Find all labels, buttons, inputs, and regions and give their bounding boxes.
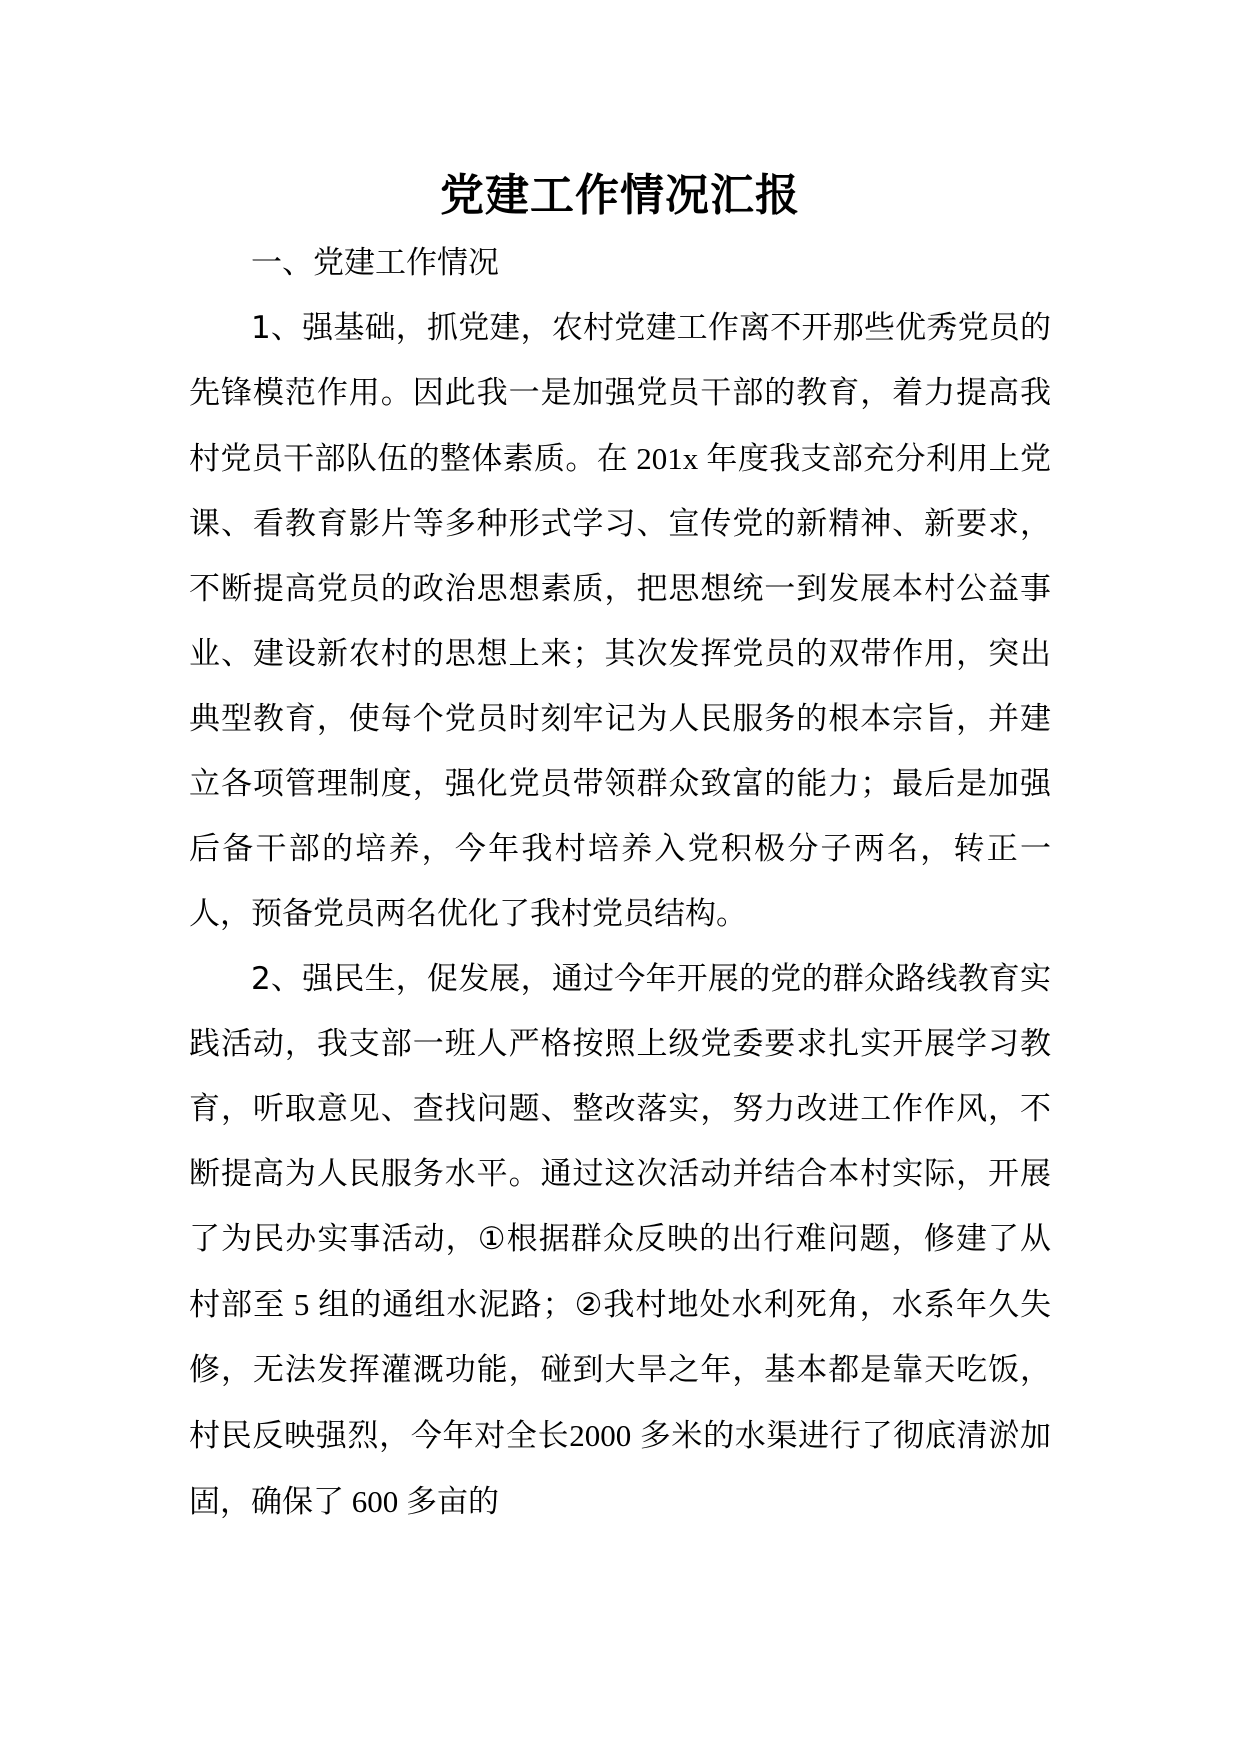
document-title: 党建工作情况汇报 — [440, 170, 800, 221]
paragraph-1-text-2: 年度我支部充分利用上党课、看教育影片等多种形式学习、宣传党的新精神、新要求，不断提高党员的政治思想素质，把思想统一到发展本村公益事业、建设新农村的思想上来；其次发挥党员的双带作用，突出典型教育，使每个党员时刻牢记为人民服务的根本宗旨，并建立各项管理制度，强化党员带领群众致富的能力；最后是加强后备干部的培养，今年我村培养入党积极分子两名，转正一人，预备党员两名优化了我村党员结构。 — [189, 441, 1052, 932]
document-body — [189, 231, 1051, 1535]
paragraph-2-area-number: 600 — [344, 1484, 406, 1519]
paragraph-2-text-3: 多米的水渠进行了彻底清淤加固，确保了 — [189, 1418, 1052, 1520]
paragraph-2 — [189, 947, 1051, 1535]
paragraph-2-text-4: 多亩的 — [406, 1484, 499, 1520]
paragraph-2-text-1: 2、强民生，促发展，通过今年开展的党的群众路线教育实践活动，我支部一班人严格按照上级党委要求扎实开展学习教育，听取意见、查找问题、整改落实，努力改进工作作风，不断提高为人民服务水平。通过这次活动并结合本村实际，开展了为民办实事活动，①根据群众反映的出行难问题，修建了从村部至 — [189, 961, 1051, 1323]
section-heading: 一、党建工作情况 — [251, 245, 499, 281]
paragraph-2-text-2: 组的通组水泥路；②我村地处水利死角，水系年久失修，无法发挥灌溉功能，碰到大旱之年，基本都是靠天吃饭，村民反映强烈，今年对全长 — [189, 1287, 1052, 1454]
paragraph-2-length-number: 2000 — [569, 1418, 640, 1453]
paragraph-2-group-number: 5 — [285, 1287, 319, 1322]
paragraph-1 — [189, 296, 1051, 947]
paragraph-1-text-1: 1、强基础，抓党建，农村党建工作离不开那些优秀党员的先锋模范作用。因此我一是加强党员干部的教育，着力提高我村党员干部队伍的整体素质。在 — [189, 310, 1051, 477]
paragraph-1-year: 201x — [628, 441, 707, 476]
